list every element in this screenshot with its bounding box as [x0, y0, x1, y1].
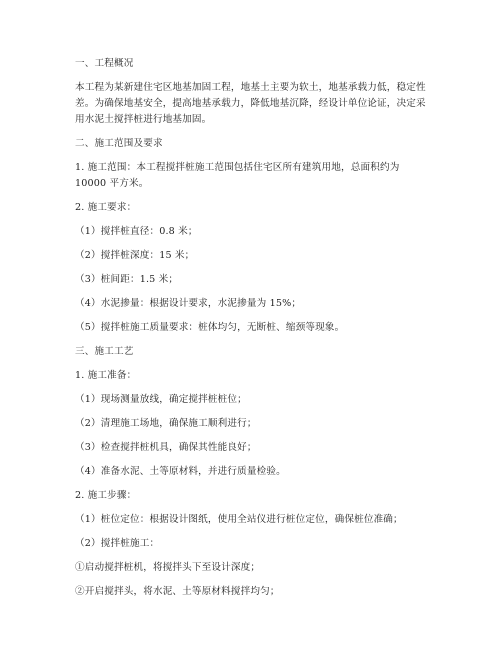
list-item: （2）清理施工场地，确保施工顺利进行； — [75, 418, 257, 429]
paragraph-line: 差。为确保地基安全，提高地基承载力，降低地基沉降，经设计单位论证，决定采 — [75, 98, 426, 109]
section-heading-overview: 一、工程概况 — [75, 58, 134, 69]
paragraph-line: 本工程为某新建住宅区地基加固工程，地基土主要为软土，地基承载力低，稳定性 — [75, 82, 426, 93]
list-item: （3）检查搅拌桩机具，确保其性能良好； — [75, 442, 257, 453]
list-item: （2）搅拌桩深度：15 米； — [75, 250, 195, 261]
list-item: ①启动搅拌桩机，将搅拌头下至设计深度； — [75, 562, 261, 573]
list-item: （1）桩位定位：根据设计图纸，使用全站仪进行桩位定位，确保桩位准确； — [75, 514, 403, 525]
list-item: 1. 施工范围：本工程搅拌桩施工范围包括住宅区所有建筑用地，总面积约为 — [75, 162, 400, 173]
list-item: （2）搅拌桩施工： — [75, 538, 160, 549]
list-item: ②开启搅拌头，将水泥、土等原材料搅拌均匀； — [75, 586, 280, 597]
list-item: （4）准备水泥、土等原材料，并进行质量检验。 — [75, 466, 286, 477]
list-item: （5）搅拌桩施工质量要求：桩体均匀，无断桩、缩颈等现象。 — [75, 322, 345, 333]
paragraph-line: 用水泥土搅拌桩进行地基加固。 — [75, 114, 212, 125]
section-heading-process: 三、施工工艺 — [75, 346, 134, 357]
list-item: （3）桩间距：1.5 米； — [75, 274, 179, 285]
list-item: 1. 施工准备： — [75, 370, 137, 381]
list-item: （4）水泥掺量：根据设计要求，水泥掺量为 15%； — [75, 298, 302, 309]
list-item: 10000 平方米。 — [75, 178, 149, 189]
section-heading-scope: 二、施工范围及要求 — [75, 138, 163, 149]
list-item: 2. 施工步骤： — [75, 490, 137, 501]
list-item: 2. 施工要求： — [75, 202, 137, 213]
list-item: （1）现场测量放线，确定搅拌桩桩位； — [75, 394, 247, 405]
list-item: （1）搅拌桩直径：0.8 米； — [75, 226, 198, 237]
